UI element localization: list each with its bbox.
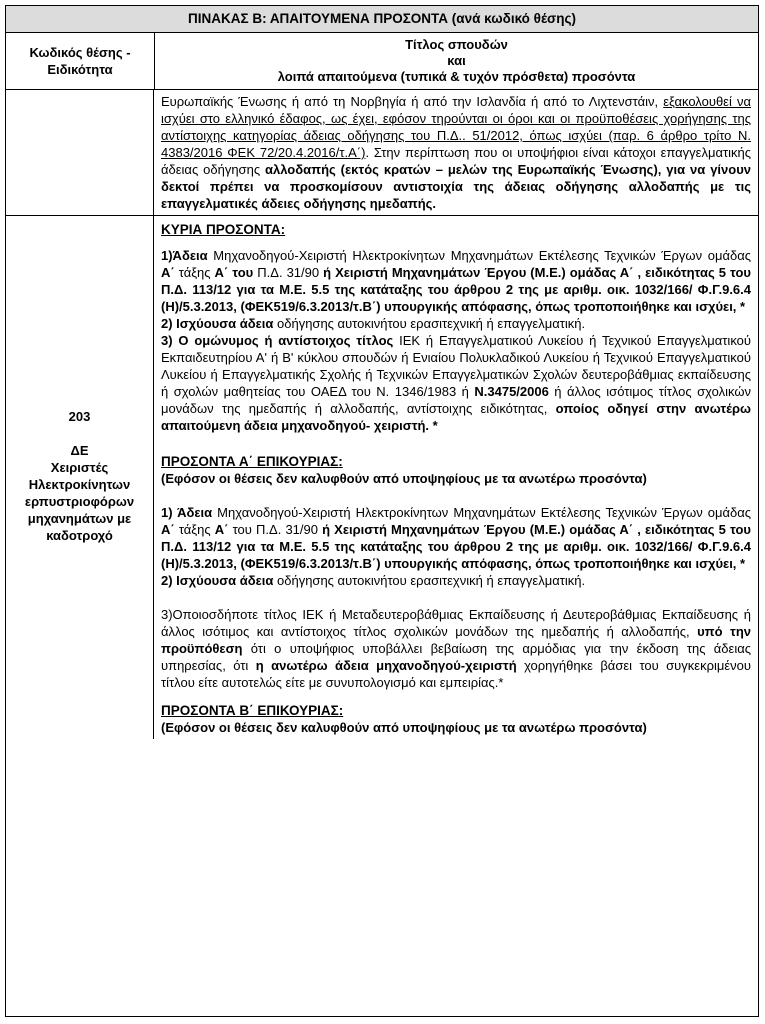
a-aux-item-2: 2) Ισχύουσα άδεια οδήγησης αυτοκινήτου ερασιτεχνική ή επαγγελματική. xyxy=(161,573,586,588)
requirements-cell xyxy=(154,216,758,739)
section-heading-a-aux: ΠΡΟΣΟΝΤΑ Α΄ ΕΠΙΚΟΥΡΙΑΣ: xyxy=(161,454,343,469)
specialty-line: Ηλεκτροκίνητων xyxy=(28,477,131,492)
column-header-line: Τίτλος σπουδών xyxy=(405,37,508,52)
section-heading-main: ΚΥΡΙΑ ΠΡΟΣΟΝΤΑ: xyxy=(161,222,286,237)
table-row xyxy=(6,216,758,739)
requirements-table xyxy=(5,5,759,1017)
specialty-line: ΔΕ xyxy=(70,443,89,458)
code-cell-empty xyxy=(6,90,154,215)
specialty-line: Χειριστές xyxy=(50,460,109,475)
table-header-row xyxy=(6,33,758,90)
requirements-cell xyxy=(154,90,758,215)
main-item-3: 3) Ο ομώνυμος ή αντίστοιχος τίτλος ΙΕΚ ή Επαγγελματικού Λυκείου ή Τεχνικού Επαγγελματικού Εκπαιδευτηρίου Α' ή Β' κύκλου σπουδών ή Ενιαίου Πολυκλαδικού Λυκείου ή Τεχνικού Επαγγελματικού Λυκείου ή Επαγγελματικής Σχολής ή Τεχνικών Επαγγελματικών Σχολών δευτεροβάθμιας εκπαίδευσης ή σχολών μαθητείας του ΟΑΕΔ του Ν. 1346/1983 ή Ν.3475/2006 ή άλλος ισότιμος τίτλος σχολικών μονάδων της ημεδαπής ή αλλοδαπής, αντίστοιχης ειδικότητας, οποίος οδηγεί στην ανωτέρω απαιτούμενη άδεια μηχανοδηγού- χειριστή. * xyxy=(161,333,752,433)
a-aux-item-1: 1) Άδεια Μηχανοδηγού-Χειριστή Ηλεκτροκίνητων Μηχανημάτων Εκτέλεσης Τεχνικών Έργων ομάδας Α΄ τάξης Α΄ του Π.Δ. 31/90 ή Χειριστή Μηχανημάτων Έργου (Μ.Ε.) ομάδας Α΄ , ειδικότητας 5 του Π.Δ. 113/12 για τα Μ.Ε. 5.5 της κατάταξης του άρθρου 2 της με αριθμ. οικ. 1032/166/ Φ.Γ.9.6.4 (Η)/5.3.2013, (ΦΕΚ519/6.3.2013/τ.Β΄) υπουργικής απόφασης, όπως τροποποιήθηκε και ισχύει, * xyxy=(161,505,751,571)
table-title: ΠΙΝΑΚΑΣ Β: ΑΠΑΙΤΟΥΜΕΝΑ ΠΡΟΣΟΝΤΑ (ανά κωδικό θέσης) xyxy=(6,6,758,33)
code-cell xyxy=(6,216,154,739)
table-row xyxy=(6,90,758,216)
position-code: 203 xyxy=(68,409,91,424)
column-header-requirements xyxy=(155,33,758,89)
position-code-block xyxy=(6,216,153,736)
main-item-2: 2) Ισχύουσα άδεια οδήγησης αυτοκινήτου ερασιτεχνική ή επαγγελματική. xyxy=(161,316,586,331)
b-aux-note: (Εφόσον οι θέσεις δεν καλυφθούν από υποψηφίους με τα ανωτέρω προσόντα) xyxy=(161,720,647,735)
column-header-code: Κωδικός θέσης - Ειδικότητα xyxy=(6,33,155,89)
a-aux-note: (Εφόσον οι θέσεις δεν καλυφθούν από υποψηφίους με τα ανωτέρω προσόντα) xyxy=(161,471,647,486)
specialty-line: καδοτροχό xyxy=(46,528,113,543)
specialty-line: μηχανημάτων με xyxy=(27,511,132,526)
section-heading-b-aux: ΠΡΟΣΟΝΤΑ Β΄ ΕΠΙΚΟΥΡΙΑΣ: xyxy=(161,703,344,718)
main-item-1: 1)Άδεια Μηχανοδηγού-Χειριστή Ηλεκτροκίνητων Μηχανημάτων Εκτέλεσης Τεχνικών Έργων ομάδας Α΄ τάξης Α΄ του Π.Δ. 31/90 ή Χειριστή Μηχανημάτων Έργου (Μ.Ε.) ομάδας Α΄ , ειδικότητας 5 του Π.Δ. 113/12 για τα Μ.Ε. 5.5 της κατάταξης του άρθρου 2 της με αριθμ. οικ. 1032/166/ Φ.Γ.9.6.4 (Η)/5.3.2013, (ΦΕΚ519/6.3.2013/τ.Β΄) υπουργικής απόφασης, όπως τροποποιήθηκε και ισχύει, * xyxy=(161,248,751,314)
a-aux-item-3: 3)Οποιοσδήποτε τίτλος ΙΕΚ ή Μεταδευτεροβάθμιας Εκπαίδευσης ή Δευτεροβάθμιας Εκπαίδευσης ή άλλος ισότιμος και αντίστοιχος τίτλος σχολικών μονάδων της ημεδαπής ή αλλοδαπής, υπό την προϋπόθεση ότι ο υποψήφιος υποβάλλει βεβαίωση της αρμόδιας για την έκδοση της άδειας υπηρεσίας, ότι η ανωτέρω άδεια μηχανοδηγού-χειριστή χορηγήθηκε βάσει του συγκεκριμένου τίτλου είτε αυτοτελώς είτε με συνυπολογισμό και εμπειρίας.* xyxy=(161,607,752,690)
column-header-line: λοιπά απαιτούμενα (τυπικά & τυχόν πρόσθετα) προσόντα xyxy=(277,69,636,84)
continued-paragraph: Ευρωπαϊκής Ένωσης ή από τη Νορβηγία ή από την Ισλανδία ή από το Λιχτενστάιν, εξακολουθεί να ισχύει στο ελληνικό έδαφος, ως έχει, εφόσον τηρούνται οι όροι και οι προϋποθέσεις χορήγησης της αντίστοιχης κατηγορίας άδειας οδήγησης του Π.Δ.. 51/2012, όπως ισχύει (παρ. 6 άρθρο τρίτο Ν. 4383/2016 ΦΕΚ 72/20.4.2016/τ.Α΄). Στην περίπτωση που οι υποψήφιοι είναι κάτοχοι επαγγελματικής άδειας οδήγησης αλλοδαπής (εκτός κρατών – μελών της Ευρωπαϊκής Ένωσης), για να γίνουν δεκτοί πρέπει να προσκομίσουν αντιστοιχία της άδειας οδήγησης αλλοδαπής με τις επαγγελματικές άδειες οδήγησης ημεδαπής. xyxy=(161,94,751,211)
column-header-line: και xyxy=(447,53,466,68)
specialty-line: ερπυστριοφόρων xyxy=(24,494,135,509)
